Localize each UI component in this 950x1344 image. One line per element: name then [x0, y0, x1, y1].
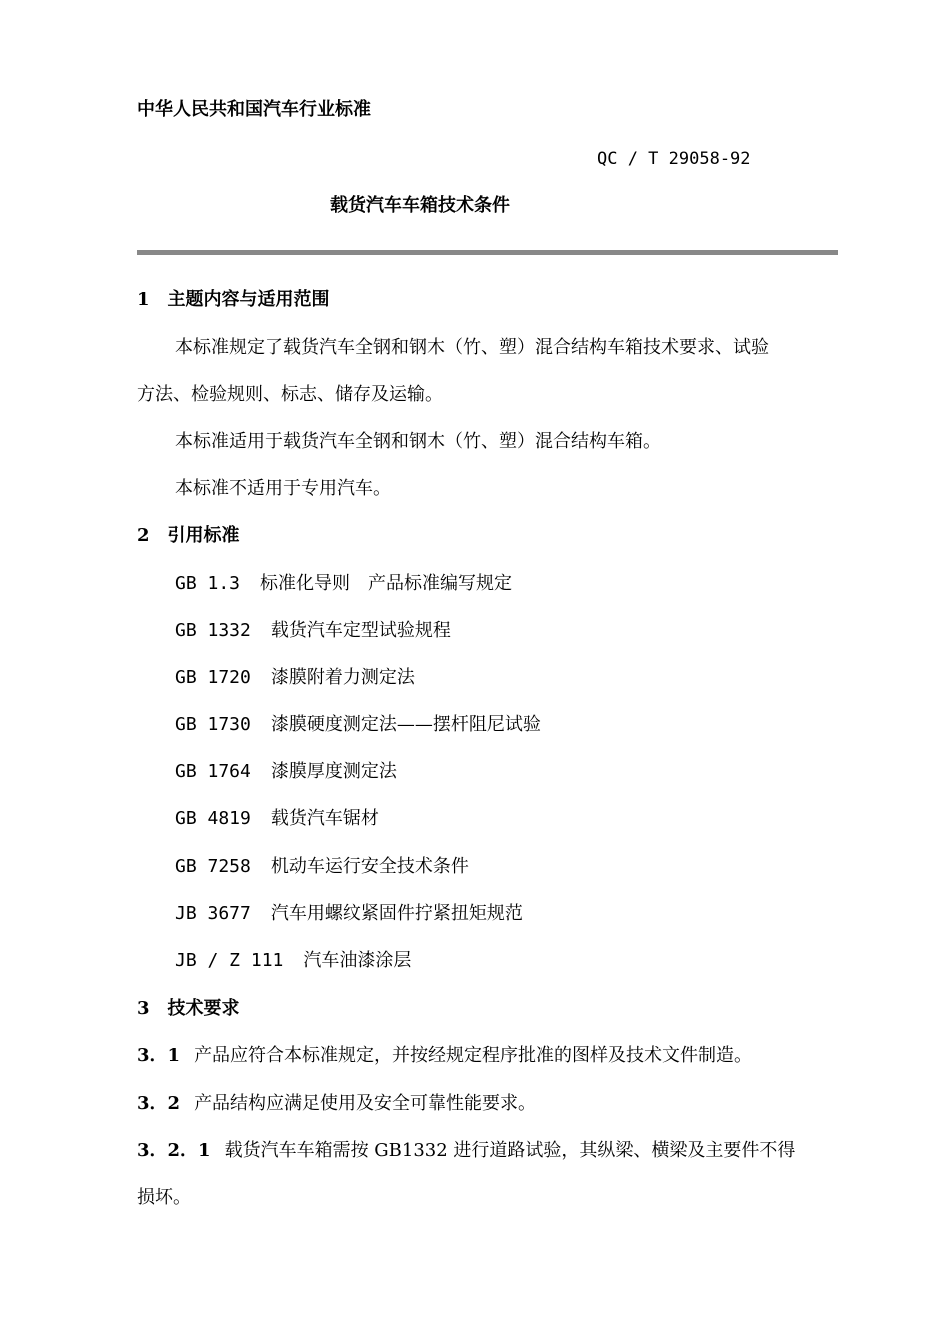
- reference-title: 载货汽车锯材: [270, 808, 379, 829]
- clause-number: 3．2: [137, 1093, 181, 1114]
- reference-code: GB 7258: [175, 856, 251, 877]
- reference-title: 漆膜附着力测定法: [270, 667, 415, 688]
- clause-text-continued: 损坏。: [137, 1187, 191, 1208]
- reference-title: 漆膜厚度测定法: [270, 761, 397, 782]
- reference-item: [175, 807, 379, 831]
- reference-item: [175, 902, 523, 926]
- section-title: 技术要求: [167, 998, 240, 1019]
- reference-title: 机动车运行安全技术条件: [270, 856, 469, 877]
- clause-number: 3．2．1: [137, 1140, 211, 1161]
- reference-title: 汽车用螺纹紧固件拧紧扭矩规范: [270, 903, 523, 924]
- paragraph: 本标准适用于载货汽车全钢和钢木（竹、塑）混合结构车箱。: [175, 431, 661, 452]
- section-3-heading: [137, 997, 240, 1021]
- clause-3-2-1: [137, 1139, 795, 1163]
- reference-code: GB 1332: [175, 620, 251, 641]
- reference-code: GB 1730: [175, 714, 251, 735]
- paragraph-line: 方法、检验规则、标志、储存及运输。: [137, 384, 443, 405]
- section-2-heading: [137, 524, 240, 548]
- reference-code: GB 1720: [175, 667, 251, 688]
- reference-item: [175, 760, 397, 784]
- reference-item: [175, 619, 451, 643]
- reference-title: 漆膜硬度测定法——摆杆阻尼试验: [270, 714, 541, 735]
- section-title: 主题内容与适用范围: [167, 289, 330, 310]
- issuer-title: 中华人民共和国汽车行业标准: [137, 99, 371, 120]
- reference-code: JB 3677: [175, 903, 251, 924]
- standard-code: QC / T 29058-92: [597, 149, 751, 169]
- reference-item: [175, 572, 512, 596]
- reference-code: JB / Z 111: [175, 950, 284, 971]
- section-number: 3: [137, 998, 150, 1019]
- section-number: 2: [137, 525, 150, 546]
- reference-item: [175, 855, 469, 879]
- reference-code: GB 1.3: [175, 573, 241, 594]
- paragraph-line: 本标准规定了载货汽车全钢和钢木（竹、塑）混合结构车箱技术要求、试验: [175, 337, 769, 358]
- reference-code: GB 1764: [175, 761, 251, 782]
- clause-3-2: [137, 1092, 536, 1116]
- section-number: 1: [137, 289, 150, 310]
- header-divider: [137, 250, 838, 255]
- clause-text: 产品结构应满足使用及安全可靠性能要求。: [194, 1093, 537, 1114]
- reference-title: 载货汽车定型试验规程: [270, 620, 451, 641]
- section-1-heading: [137, 288, 330, 312]
- reference-title: 标准化导则 产品标准编写规定: [260, 573, 513, 594]
- document-title: 载货汽车车箱技术条件: [330, 195, 510, 216]
- paragraph: 本标准不适用于专用汽车。: [175, 478, 391, 499]
- reference-title: 汽车油漆涂层: [303, 950, 412, 971]
- clause-number: 3．1: [137, 1045, 181, 1066]
- clause-text: 载货汽车车箱需按 GB1332 进行道路试验，其纵梁、横梁及主要件不得: [224, 1140, 796, 1161]
- clause-text: 产品应符合本标准规定，并按经规定程序批准的图样及技术文件制造。: [194, 1045, 753, 1066]
- section-title: 引用标准: [167, 525, 240, 546]
- reference-item: [175, 949, 411, 973]
- reference-item: [175, 666, 415, 690]
- reference-code: GB 4819: [175, 808, 251, 829]
- reference-item: [175, 713, 541, 737]
- clause-3-1: [137, 1044, 752, 1068]
